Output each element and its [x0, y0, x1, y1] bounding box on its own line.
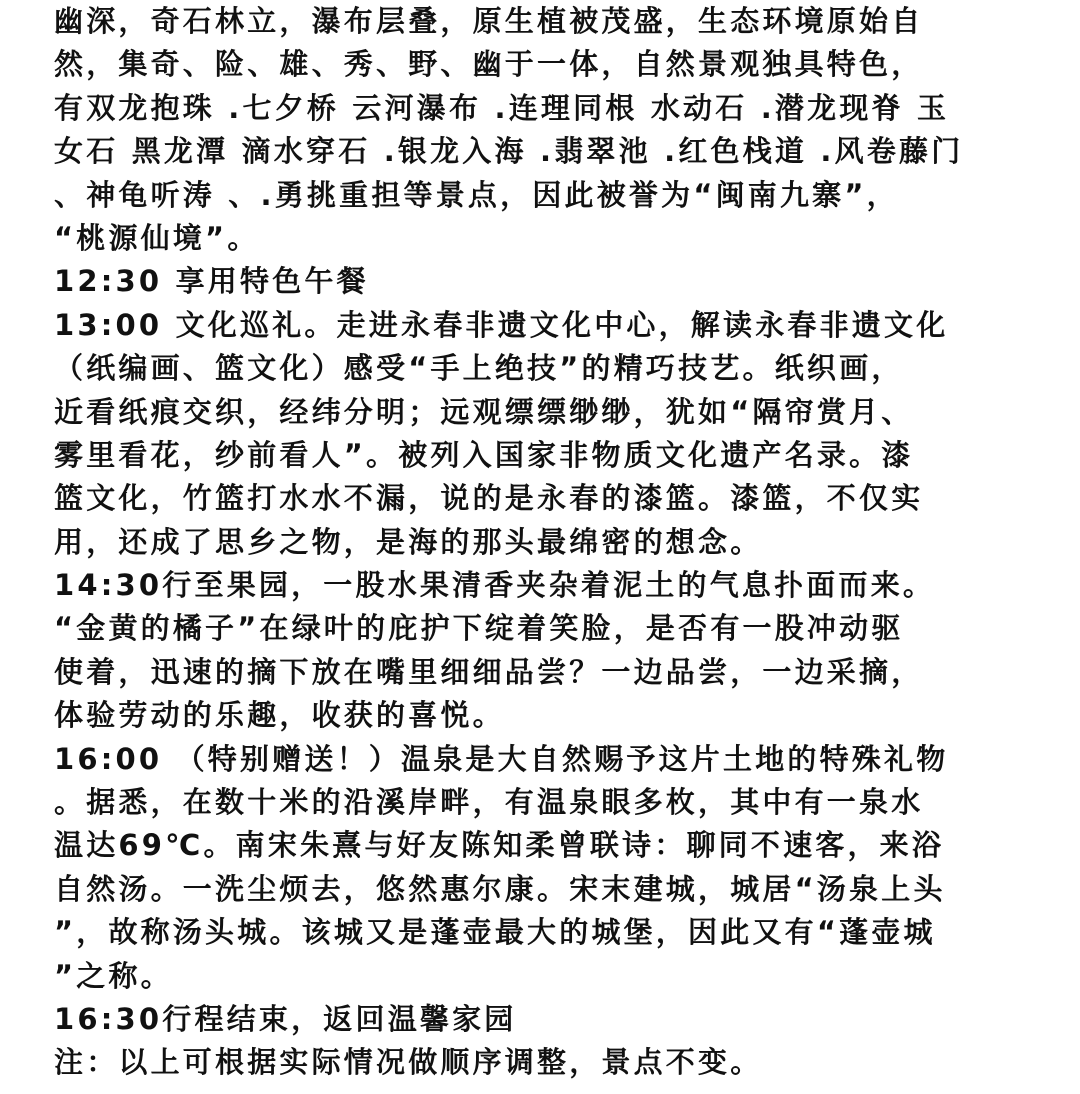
text-line: 有双龙抱珠 .七夕桥 云河瀑布 .连理同根 水动石 .潜龙现脊 玉 — [54, 90, 950, 125]
text-line: ”之称。 — [54, 958, 173, 993]
text-line: 雾里看花，纱前看人”。被列入国家非物质文化遗产名录。漆 — [54, 437, 914, 472]
text-line: ”，故称汤头城。该城又是蓬壶最大的城堡，因此又有“蓬壶城 — [54, 915, 936, 950]
schedule-time-line: 16:00 （特别赠送！）温泉是大自然赐予这片土地的特殊礼物 — [54, 741, 949, 776]
text-line: 体验劳动的乐趣，收获的喜悦。 — [54, 698, 505, 733]
text-line: “金黄的橘子”在绿叶的庇护下绽着笑脸，是否有一股冲动驱 — [54, 611, 904, 646]
text-line: （纸编画、篮文化）感受“手上绝技”的精巧技艺。纸织画， — [54, 351, 904, 386]
schedule-time-line: 12:30 享用特色午餐 — [54, 264, 369, 299]
schedule-time-line: 16:30行程结束，返回温馨家园 — [54, 1001, 517, 1036]
note-line: 注：以上可根据实际情况做顺序调整，景点不变。 — [54, 1045, 763, 1080]
text-line: 用，还成了思乡之物，是海的那头最绵密的想念。 — [54, 524, 763, 559]
text-line: 、神龟听涛 、.勇挑重担等景点，因此被誉为“闽南九寨”， — [54, 177, 899, 212]
schedule-time-line: 14:30行至果园，一股水果清香夹杂着泥土的气息扑面而来。 — [54, 568, 936, 603]
text-line: 温达69℃。南宋朱熹与好友陈知柔曾联诗：聊同不速客，来浴 — [54, 828, 945, 863]
text-line: 幽深，奇石林立，瀑布层叠，原生植被茂盛，生态环境原始自 — [54, 4, 924, 38]
text-line: 女石 黑龙潭 滴水穿石 .银龙入海 .翡翠池 .红色栈道 .风卷藤门 — [54, 134, 964, 169]
itinerary-document — [54, 0, 1054, 1085]
text-line: 。据悉，在数十米的沿溪岸畔，有温泉眼多枚，其中有一泉水 — [54, 785, 924, 820]
text-line: 然，集奇、险、雄、秀、野、幽于一体，自然景观独具特色， — [54, 47, 924, 82]
text-line: 使着，迅速的摘下放在嘴里细细品尝？一边品尝，一边采摘， — [54, 654, 924, 689]
text-line: 篮文化，竹篮打水水不漏，说的是永春的漆篮。漆篮，不仅实 — [54, 481, 924, 516]
text-line: 自然汤。一洗尘烦去，悠然惠尔康。宋末建城，城居“汤泉上头 — [54, 871, 946, 906]
text-line: 近看纸痕交织，经纬分明；远观缥缥缈缈，犹如“隔帘赏月、 — [54, 394, 914, 429]
text-line: “桃源仙境”。 — [54, 220, 260, 255]
schedule-time-line: 13:00 文化巡礼。走进永春非遗文化中心，解读永春非遗文化 — [54, 307, 949, 342]
